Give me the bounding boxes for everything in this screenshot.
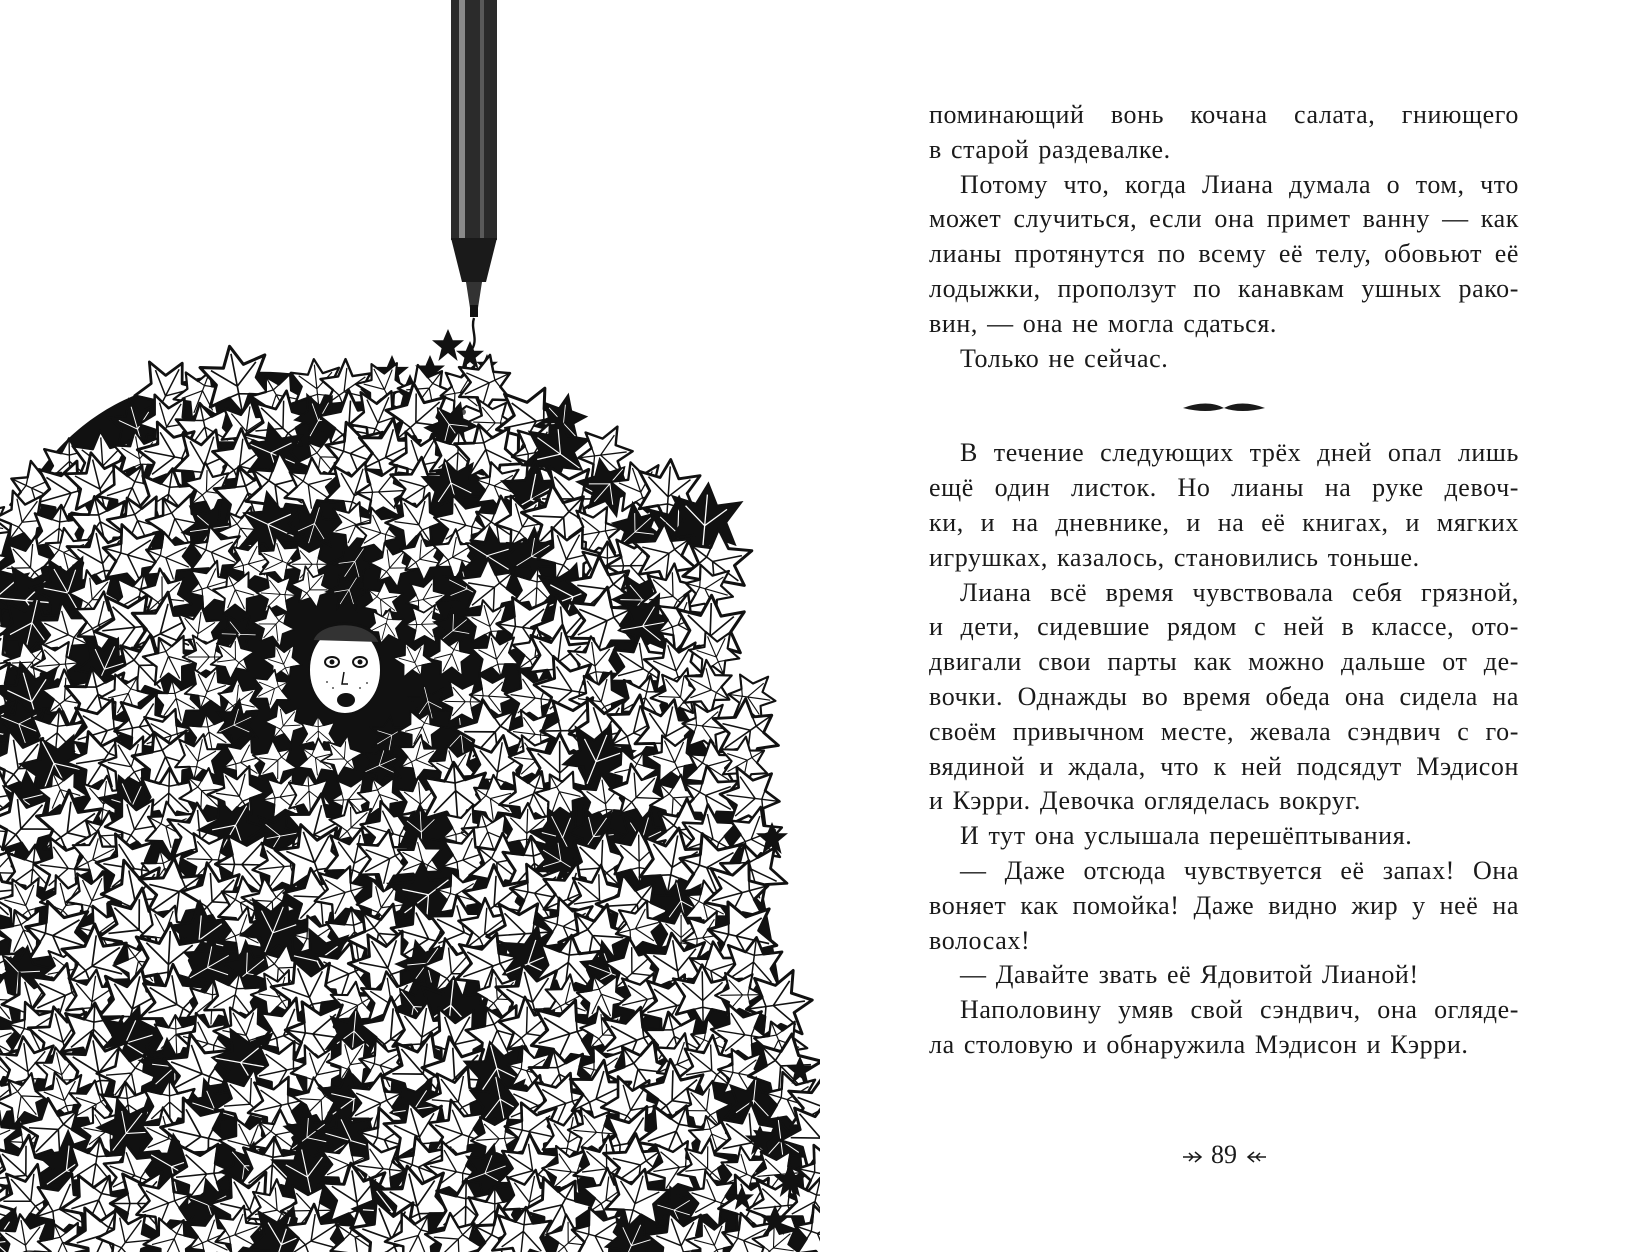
- text-line: воняет как помойка! Даже видно жир у неё на: [929, 890, 1519, 920]
- text-page: [929, 98, 1519, 1063]
- ivy-bush: [0, 340, 820, 1252]
- text-line: вин, — она не могла сдаться.: [929, 308, 1277, 338]
- text-line: волосах!: [929, 925, 1031, 955]
- page-number: 89: [1211, 1140, 1237, 1169]
- text-line: лодыжки, проползут по канавкам ушных рако-: [929, 273, 1519, 303]
- text-line: — Даже отсюда чувствуется её запах! Она: [960, 855, 1519, 885]
- text-line: ла столовую и обнаружила Мэдисон и Кэрри.: [929, 1029, 1469, 1059]
- page-number-ornament-right-icon: [1244, 1149, 1268, 1165]
- text-line: может случиться, если она примет ванну — как: [929, 204, 1519, 234]
- text-line: и Кэрри. Девочка огляделась вокруг.: [929, 786, 1361, 816]
- pen-drawing: [451, 0, 497, 378]
- text-line: ещё один листок. Но лианы на руке девоч-: [929, 473, 1519, 503]
- page-number-ornament-left-icon: [1181, 1149, 1205, 1165]
- text-line: ки, и на дневнике, и на её книгах, и мягких: [929, 507, 1519, 537]
- text-line: своём привычном месте, жевала сэндвич с го-: [929, 716, 1519, 746]
- text-line: Лиана всё время чувствовала себя грязной,: [960, 577, 1519, 607]
- text-line: И тут она услышала перешёптывания.: [960, 821, 1413, 851]
- girl-face: [309, 624, 381, 714]
- page-footer: [929, 1140, 1519, 1170]
- text-line: в старой раздевалке.: [929, 134, 1171, 164]
- text-line: Потому что, когда Лиана думала о том, что: [960, 169, 1519, 199]
- text-line: вядиной и ждала, что к ней подсядут Мэдисон: [929, 751, 1519, 781]
- text-line: поминающий вонь кочана салата, гниющего: [929, 100, 1519, 129]
- text-line: вочки. Однажды во время обеда она сидела на: [929, 681, 1519, 711]
- text-line: — Давайте звать её Ядовитой Лианой!: [960, 960, 1419, 990]
- text-line: двигали свои парты как можно дальше от де-: [929, 647, 1519, 677]
- text-line: Наполовину умяв свой сэндвич, она огляде-: [960, 995, 1519, 1025]
- section-divider-icon: [1179, 396, 1269, 420]
- text-line: и дети, сидевшие рядом с ней в классе, ото-: [929, 612, 1519, 642]
- text-line: лианы протянутся по всему её телу, обовьют её: [929, 239, 1519, 269]
- text-line: игрушках, казалось, становились тоньше.: [929, 542, 1420, 572]
- text-line: Только не сейчас.: [960, 343, 1169, 373]
- text-line: В течение следующих трёх дней опал лишь: [960, 438, 1519, 468]
